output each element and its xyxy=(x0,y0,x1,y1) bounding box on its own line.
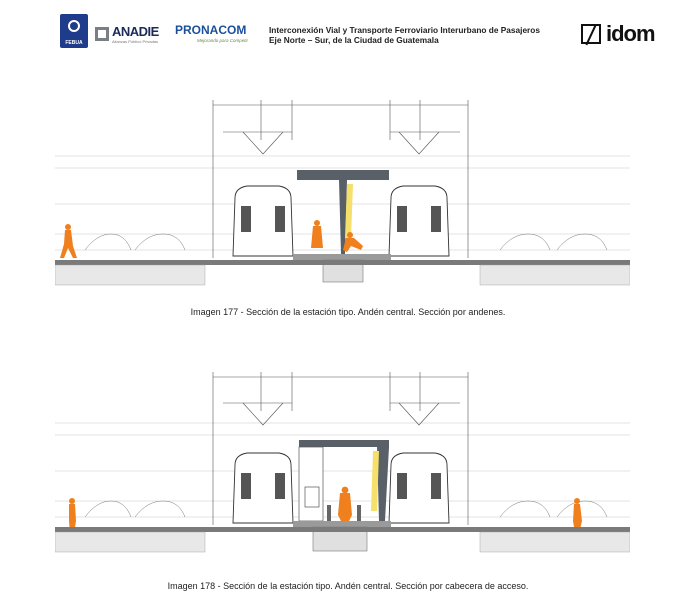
idom-logo xyxy=(581,21,663,48)
pronacom-logo-text: PRONACOM xyxy=(175,23,247,37)
station-section-drawing-access-header xyxy=(55,355,630,570)
figure-caption-178: Imagen 178 - Sección de la estación tipo. Andén central. Sección por cabecera de acceso. xyxy=(167,581,529,591)
idom-mark-icon xyxy=(581,24,601,44)
station-section-drawing-platforms xyxy=(55,88,630,303)
document-title xyxy=(269,25,540,45)
febua-logo xyxy=(60,14,88,48)
anadie-logo xyxy=(95,24,167,46)
document-header xyxy=(0,0,696,60)
anadie-logo-text: ANADIE xyxy=(112,24,159,39)
idom-logo-text: idom xyxy=(606,21,655,46)
pronacom-logo-subtitle: Mejorando para Competir xyxy=(197,38,249,43)
febua-emblem-icon xyxy=(68,20,80,32)
anadie-logo-subtitle: Alianzas Público Privadas xyxy=(112,39,159,44)
febua-logo-label: FEBUA xyxy=(65,40,83,46)
document-title-line-1: Interconexión Vial y Transporte Ferroviario Interurbano de Pasajeros xyxy=(269,25,540,35)
pronacom-logo xyxy=(175,23,255,47)
anadie-mark-icon xyxy=(95,27,109,41)
figure-caption-177: Imagen 177 - Sección de la estación tipo. Andén central. Sección por andenes. xyxy=(190,307,506,317)
document-title-line-2: Eje Norte – Sur, de la Ciudad de Guatemala xyxy=(269,35,439,45)
